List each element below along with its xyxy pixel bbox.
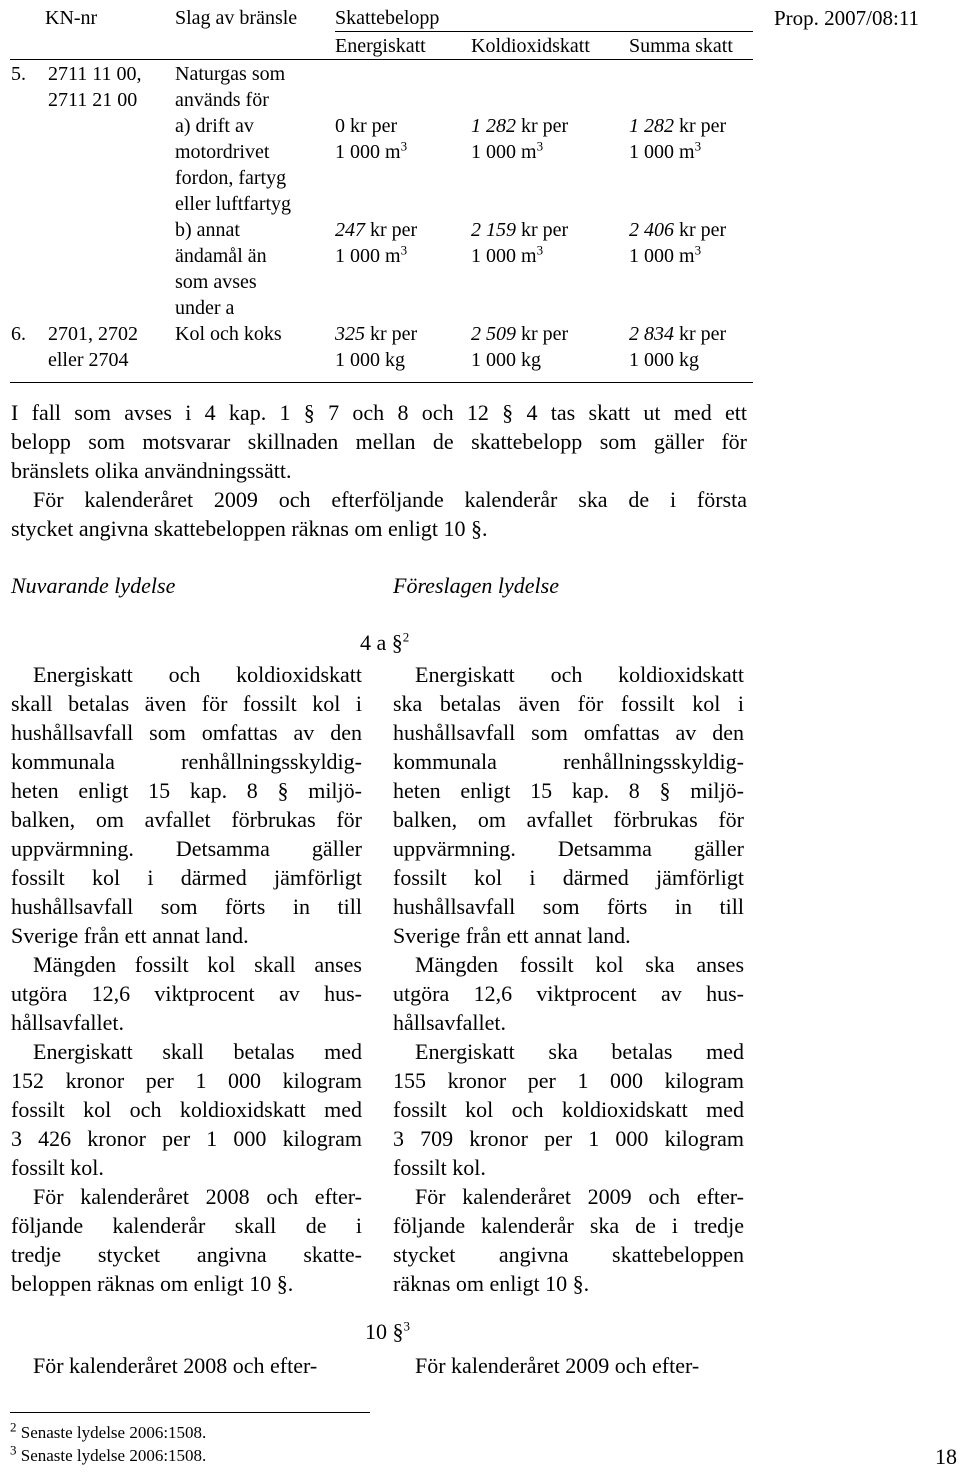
row6-energiskatt: 325 kr per (335, 323, 418, 345)
row5b-koldioxidskatt: 2 159 kr per (471, 219, 569, 241)
row6-summa-unit: 1 000 kg (629, 349, 699, 371)
col-header-skattebelopp: Skattebelopp (335, 7, 440, 29)
proposed-wording-line: Energiskatt ska betalas med (415, 1039, 744, 1064)
footnote-3: $^3$ Senaste lydelse 2006:1508. (10, 1442, 207, 1465)
current-wording-line: fossilt kol och koldioxidskatt med (11, 1097, 362, 1122)
row5b-label-line2: ändamål än (175, 245, 267, 267)
current-wording-section10-line: För kalenderåret 2008 och efter- (33, 1353, 318, 1378)
proposed-wording-line: hushållsavfall som omfattas av den (393, 720, 744, 745)
proposed-wording-line: uppvärmning. Detsamma gäller (393, 836, 744, 861)
row5-kn-line1: 2711 11 00, (48, 63, 142, 85)
proposed-wording-section10-line: För kalenderåret 2009 och efter- (415, 1353, 700, 1378)
header-subrule (335, 31, 753, 32)
current-wording-line: tredje stycket angivna skatte- (11, 1242, 362, 1267)
current-wording-line: beloppen räknas om enligt 10 §. (11, 1271, 294, 1296)
row6-energiskatt-unit: 1 000 kg (335, 349, 405, 371)
current-wording-line: följande kalenderår skall de i (11, 1213, 362, 1238)
row5a-label-line2: motordrivet (175, 141, 270, 163)
proposed-wording-line: balken, om avfallet förbrukas för (393, 807, 744, 832)
row5a-energiskatt-unit: 1 000 $m^3$ (335, 138, 408, 163)
row5a-koldioxidskatt: 1 282 kr per (471, 115, 569, 137)
proposed-wording-column (393, 660, 744, 1298)
paragraph-2 (11, 485, 747, 543)
proposed-wording-line: 3 709 kronor per 1 000 kilogram (393, 1126, 744, 1151)
proposed-wording-line: Mängden fossilt kol ska anses (415, 952, 744, 977)
col-header-koldioxidskatt: Koldioxidskatt (471, 35, 590, 57)
row5a-summa-unit: 1 000 $m^3$ (629, 138, 702, 163)
row6-summa: 2 834 kr per (629, 323, 727, 345)
proposed-wording-line: räknas om enligt 10 §. (393, 1271, 590, 1296)
current-wording-line: skall betalas även för fossilt kol i (11, 691, 362, 716)
current-wording-column (11, 660, 362, 1298)
footnote-separator (10, 1412, 370, 1413)
row6-kn-line1: 2701, 2702 (48, 323, 138, 345)
paragraph-1 (11, 398, 747, 485)
proposed-wording-line: följande kalenderår ska de i tredje (393, 1213, 744, 1238)
row5a-koldioxidskatt-unit: 1 000 $m^3$ (471, 138, 544, 163)
current-wording-line: fossilt kol. (11, 1155, 104, 1180)
row5b-label-line4: under a (175, 297, 235, 319)
proposed-wording-line: Energiskatt och koldioxidskatt (415, 662, 744, 687)
current-wording-line: hushållsavfall som förts in till (11, 894, 362, 919)
proposed-wording-line: 155 kronor per 1 000 kilogram (393, 1068, 744, 1093)
proposed-wording-line: fossilt kol. (393, 1155, 486, 1180)
proposed-wording-line: utgöra 12,6 viktprocent av hus- (393, 981, 744, 1006)
paragraph-2-line: För kalenderåret 2009 och efterföljande kalenderår ska de i första (33, 487, 747, 512)
col-header-energiskatt: Energiskatt (335, 35, 426, 57)
current-wording-line: hållsavfallet. (11, 1010, 125, 1035)
paragraph-1-line: bränslets olika användningssätt. (11, 458, 292, 483)
proposed-wording-line: kommunala renhållningsskyldig- (393, 749, 744, 774)
proposed-wording-line: stycket angivna skattebeloppen (393, 1242, 744, 1267)
row5a-label-line4: eller luftfartyg (175, 193, 292, 215)
current-wording-line: balken, om avfallet förbrukas för (11, 807, 362, 832)
row5a-label-line1: a) drift av (175, 115, 254, 137)
row5b-energiskatt-unit: 1 000 $m^3$ (335, 242, 408, 267)
row5-kn-line2: 2711 21 00 (48, 89, 138, 111)
current-wording-section10 (11, 1351, 362, 1380)
current-wording-line: Energiskatt och koldioxidskatt (33, 662, 362, 687)
row6-kn-line2: eller 2704 (48, 349, 129, 371)
row5b-label-line1: b) annat (175, 219, 240, 241)
current-wording-line: fossilt kol i därmed jämförligt (11, 865, 362, 890)
row5a-label-line3: fordon, fartyg (175, 167, 287, 189)
row5-fuel-line1: Naturgas som (175, 63, 286, 85)
row5b-koldioxidskatt-unit: 1 000 $m^3$ (471, 242, 544, 267)
current-wording-line: För kalenderåret 2008 och efter- (33, 1184, 362, 1209)
col-header-kn-nr: KN-nr (45, 7, 98, 29)
proposed-wording-line: För kalenderåret 2009 och efter- (415, 1184, 744, 1209)
section-heading-4a: 4 a §$^2$ (360, 629, 410, 655)
current-wording-line: Sverige från ett annat land. (11, 923, 249, 948)
row6-number: 6. (11, 323, 26, 345)
current-wording-line: utgöra 12,6 viktprocent av hus- (11, 981, 362, 1006)
paragraph-1-line: belopp som motsvarar skillnaden mellan de skattebelopp som gäller för (11, 429, 747, 454)
row5b-summa: 2 406 kr per (629, 219, 727, 241)
proposed-wording-line: fossilt kol i därmed jämförligt (393, 865, 744, 890)
current-wording-line: kommunala renhållningsskyldig- (11, 749, 362, 774)
header-rule (10, 59, 753, 60)
table-bottom-rule (10, 382, 753, 383)
proposed-wording-section10 (393, 1351, 744, 1380)
row5b-summa-unit: 1 000 $m^3$ (629, 242, 702, 267)
left-column-heading: Nuvarande lydelse (11, 573, 176, 598)
page-label: Prop. 2007/08:11 (774, 6, 920, 30)
current-wording-line: 3 426 kronor per 1 000 kilogram (11, 1126, 362, 1151)
proposed-wording-line: hållsavfallet. (393, 1010, 507, 1035)
current-wording-line: 152 kronor per 1 000 kilogram (11, 1068, 362, 1093)
proposed-wording-line: heten enligt 15 kap. 8 § miljö- (393, 778, 744, 803)
paragraph-2-line: stycket angivna skattebeloppen räknas om enligt 10 §. (11, 516, 488, 541)
row5a-summa: 1 282 kr per (629, 115, 727, 137)
footnote-2: $^2$ Senaste lydelse 2006:1508. (10, 1419, 207, 1442)
row6-fuel: Kol och koks (175, 323, 282, 345)
col-header-slag: Slag av bränsle (175, 7, 298, 29)
right-column-heading: Föreslagen lydelse (393, 573, 559, 598)
row5-number: 5. (11, 63, 26, 85)
current-wording-line: uppvärmning. Detsamma gäller (11, 836, 362, 861)
proposed-wording-line: hushållsavfall som förts in till (393, 894, 744, 919)
paragraph-1-line: I fall som avses i 4 kap. 1 § 7 och 8 och 12 § 4 tas skatt ut med ett (11, 400, 747, 425)
proposed-wording-line: ska betalas även för fossilt kol i (393, 691, 744, 716)
row5b-label-line3: som avses (175, 271, 257, 293)
col-header-summa: Summa skatt (629, 35, 733, 57)
row5a-energiskatt: 0 kr per (335, 115, 398, 137)
proposed-wording-line: Sverige från ett annat land. (393, 923, 631, 948)
row5b-energiskatt: 247 kr per (335, 219, 418, 241)
current-wording-line: Energiskatt skall betalas med (33, 1039, 362, 1064)
row5-fuel-line2: används för (175, 89, 269, 111)
page-number: 18 (935, 1444, 957, 1469)
current-wording-line: heten enligt 15 kap. 8 § miljö- (11, 778, 362, 803)
proposed-wording-line: fossilt kol och koldioxidskatt med (393, 1097, 744, 1122)
section-heading-10: 10 §$^3$ (365, 1318, 410, 1344)
current-wording-line: Mängden fossilt kol skall anses (33, 952, 362, 977)
current-wording-line: hushållsavfall som omfattas av den (11, 720, 362, 745)
row6-koldioxidskatt: 2 509 kr per (471, 323, 569, 345)
row6-koldioxidskatt-unit: 1 000 kg (471, 349, 541, 371)
